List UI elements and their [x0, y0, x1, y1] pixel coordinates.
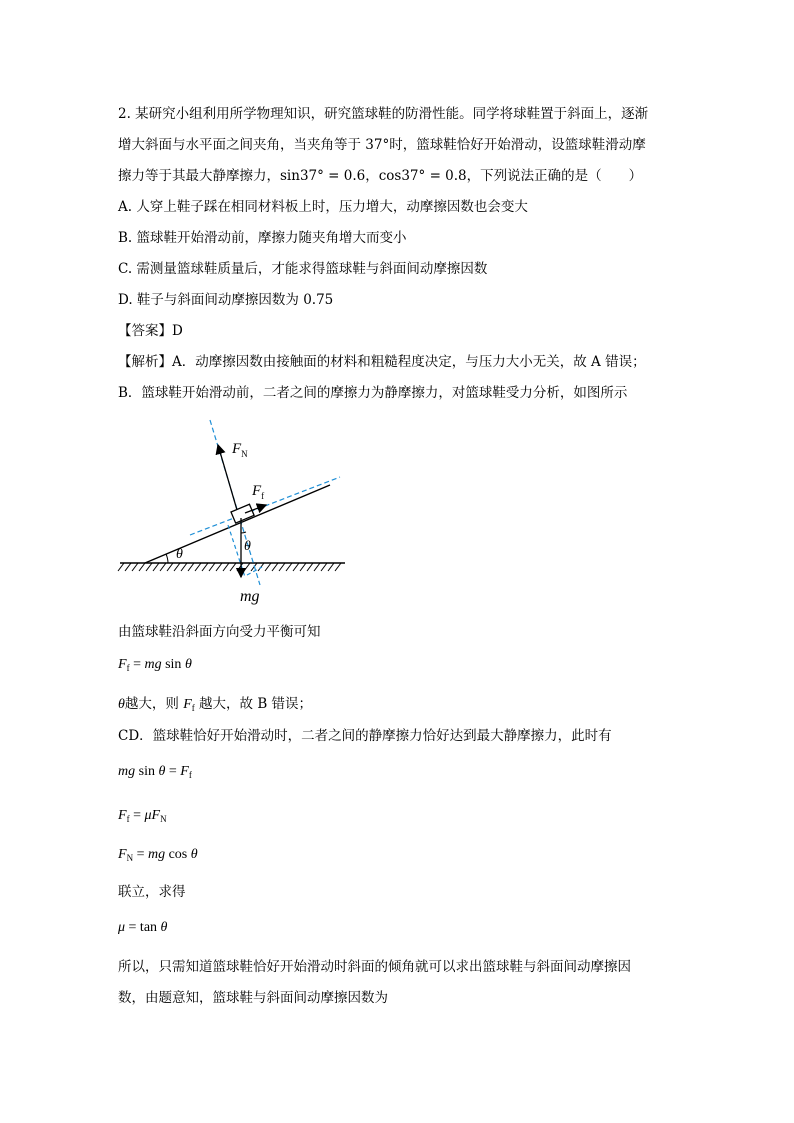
incline-line	[145, 485, 330, 563]
option-d: D. 鞋子与斜面间动摩擦因数为 0.75	[118, 292, 334, 308]
option-b: B. 篮球鞋开始滑动前，摩擦力随夹角增大而变小	[118, 230, 407, 246]
theta-symbol: θ	[118, 697, 125, 712]
hatch-stroke	[328, 563, 334, 571]
analysis-line-3: 由篮球鞋沿斜面方向受力平衡可知	[118, 624, 321, 640]
hatch-stroke	[160, 563, 166, 571]
hatch-stroke	[279, 563, 285, 571]
hatch-stroke	[195, 563, 201, 571]
analysis-line-4: θ越大，则 $F_f$ 越大，故 B 错误；	[118, 696, 313, 713]
ground-hatching	[118, 563, 345, 571]
hatch-stroke	[202, 563, 208, 571]
hatch-stroke	[153, 563, 159, 571]
hatch-stroke	[188, 563, 194, 571]
hatch-stroke	[209, 563, 215, 571]
hatch-stroke	[321, 563, 327, 571]
hatch-stroke	[181, 563, 187, 571]
hatch-stroke	[118, 563, 124, 571]
hatch-stroke	[223, 563, 229, 571]
label-theta-weight: θ	[244, 539, 251, 554]
hatch-stroke	[146, 563, 152, 571]
equation-2: mg $\sin \theta = F_f$	[118, 764, 192, 780]
force-diagram	[110, 415, 350, 610]
analysis-a-text: A．动摩擦因数由接触面的材料和粗糙程度决定，与压力大小无关，故 A 错误；	[172, 354, 646, 370]
hatch-stroke	[174, 563, 180, 571]
equation-3: $F_f = \mu F_N$	[118, 808, 167, 824]
hatch-stroke	[167, 563, 173, 571]
analysis-line-2: B．篮球鞋开始滑动前，二者之间的摩擦力为静摩擦力，对篮球鞋受力分析，如图所示	[118, 385, 628, 401]
theta-arc-incline	[166, 554, 168, 563]
hatch-stroke	[307, 563, 313, 571]
label-ff: $F_f$	[252, 483, 265, 501]
hatch-stroke	[293, 563, 299, 571]
hatch-stroke	[286, 563, 292, 571]
question-line-2: 增大斜面与水平面之间夹角，当夹角等于 37°时，篮球鞋恰好开始滑动，设篮球鞋滑动摩	[118, 137, 646, 153]
answer-line	[118, 321, 183, 341]
analysis-line-8: 数，由题意知，篮球鞋与斜面间动摩擦因数为	[118, 990, 388, 1006]
analysis-line-6: 联立，求得	[118, 884, 186, 900]
hatch-stroke	[314, 563, 320, 571]
hatch-stroke	[125, 563, 131, 571]
answer-value: D	[172, 323, 183, 339]
option-a: A. 人穿上鞋子踩在相同材料板上时，压力增大，动摩擦因数也会变大	[118, 199, 528, 215]
hatch-stroke	[216, 563, 222, 571]
question-line-3: 擦力等于其最大静摩擦力，sin37° = 0.6，cos37° = 0.8，下列说法正确的是（ ）	[118, 168, 643, 184]
analysis-line-1	[118, 352, 646, 372]
shoe-block	[231, 504, 254, 523]
equation-5: μ = tan θ	[118, 920, 168, 935]
hatch-stroke	[265, 563, 271, 571]
equation-4: $F_N$ = mg cos θ	[118, 847, 198, 863]
hatch-stroke	[272, 563, 278, 571]
equation-1: $F_f$ = mg sin θ	[118, 657, 192, 673]
label-mg: mg	[240, 588, 260, 605]
hatch-stroke	[244, 563, 250, 571]
answer-label: 【答案】	[118, 323, 172, 339]
hatch-stroke	[132, 563, 138, 571]
analysis-line-7: 所以，只需知道篮球鞋恰好开始滑动时斜面的倾角就可以求出篮球鞋与斜面间动摩擦因	[118, 959, 631, 975]
label-theta-incline: θ	[176, 547, 183, 562]
label-fn: $F_N$	[232, 441, 248, 459]
hatch-stroke	[335, 563, 341, 571]
hatch-stroke	[300, 563, 306, 571]
option-c: C. 需测量篮球鞋质量后，才能求得篮球鞋与斜面间动摩擦因数	[118, 261, 488, 277]
question-line-1: 2. 某研究小组利用所学物理知识，研究篮球鞋的防滑性能。同学将球鞋置于斜面上，逐渐	[118, 106, 649, 122]
analysis-label: 【解析】	[118, 354, 172, 370]
analysis-line-5: CD．篮球鞋恰好开始滑动时，二者之间的静摩擦力恰好达到最大静摩擦力，此时有	[118, 728, 612, 744]
hatch-stroke	[139, 563, 145, 571]
theta-arc-weight	[241, 532, 246, 533]
hatch-stroke	[230, 563, 236, 571]
